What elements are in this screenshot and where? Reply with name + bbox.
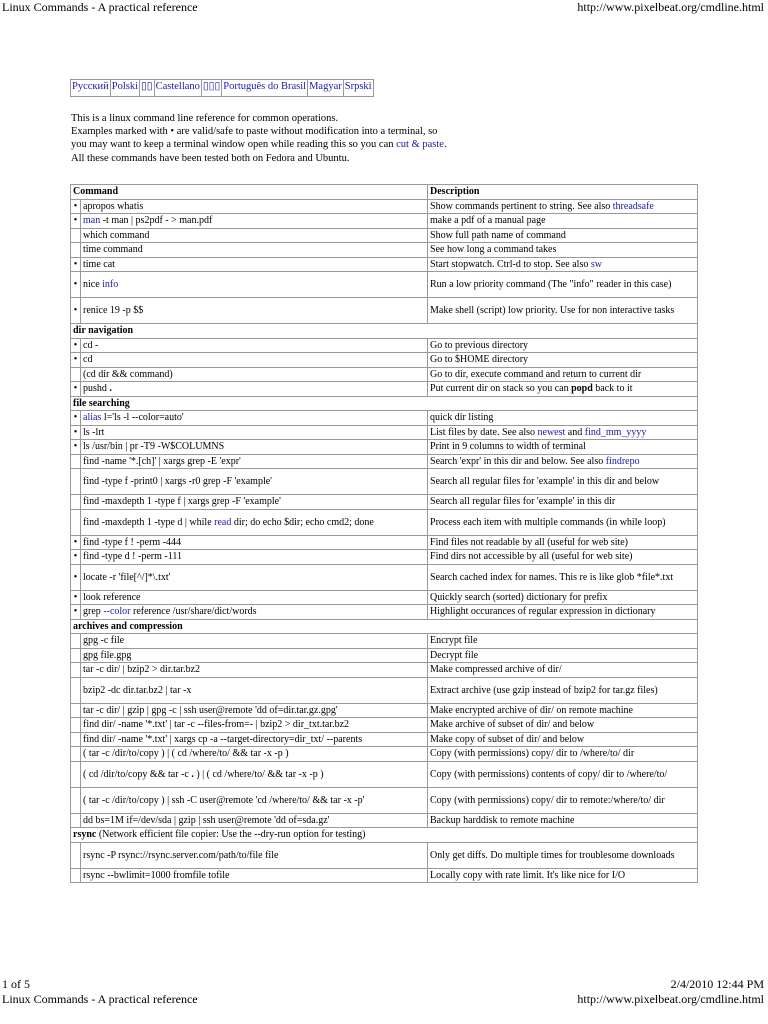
description-cell xyxy=(428,228,698,243)
inline-link[interactable]: findrepo xyxy=(605,455,640,467)
header-url[interactable]: http://www.pixelbeat.org/cmdline.html xyxy=(577,0,764,14)
description-cell xyxy=(428,605,698,620)
table-row xyxy=(71,199,698,214)
cell-text: (cd dir && command) xyxy=(83,368,173,380)
cell-text: ls /usr/bin | pr -T9 -W$COLUMNS xyxy=(83,441,225,453)
bold-text: . xyxy=(109,383,112,395)
cell-text: Go to previous directory xyxy=(430,339,529,351)
cell-text: Show full path name of command xyxy=(430,229,566,241)
section-title xyxy=(71,324,698,339)
cell-text: time command xyxy=(83,244,143,256)
description-cell xyxy=(428,663,698,678)
cell-text: Encrypt file xyxy=(430,635,478,647)
cell-text: -t man | ps2pdf - > man.pdf xyxy=(100,215,213,227)
intro-line-2: Examples marked with • are valid/safe to paste without modification into a terminal, so xyxy=(71,126,438,138)
command-cell xyxy=(81,842,428,868)
command-cell xyxy=(81,761,428,787)
page-number: 1 of 5 xyxy=(2,977,30,991)
command-column-header: Command xyxy=(71,185,428,200)
safe-bullet xyxy=(71,747,81,762)
cell-text: Quickly search (sorted) dictionary for prefix xyxy=(430,591,608,603)
description-cell xyxy=(428,298,698,324)
section-title xyxy=(71,828,698,843)
command-cell xyxy=(81,272,428,298)
cell-text: nice xyxy=(83,279,103,290)
cell-text: and xyxy=(565,426,585,438)
table-row xyxy=(71,648,698,663)
language-link[interactable]: ▯▯ xyxy=(140,80,155,96)
description-cell xyxy=(428,747,698,762)
command-cell xyxy=(81,564,428,590)
cell-text: Run a low priority command (The "info" reader in this case) xyxy=(430,279,672,290)
cell-text: rsync --bwlimit=1000 fromfile tofile xyxy=(83,869,230,881)
inline-link[interactable]: sw xyxy=(590,258,602,270)
table-row xyxy=(71,272,698,298)
cell-text: Find dirs not accessible by all (useful for web site) xyxy=(430,551,633,563)
table-row xyxy=(71,425,698,440)
description-cell xyxy=(428,509,698,535)
safe-bullet: • xyxy=(71,440,81,455)
table-row xyxy=(71,243,698,258)
command-cell xyxy=(81,648,428,663)
command-cell xyxy=(81,199,428,214)
description-cell xyxy=(428,454,698,469)
description-cell xyxy=(428,590,698,605)
cell-text: apropos whatis xyxy=(83,200,144,212)
table-row xyxy=(71,338,698,353)
safe-bullet xyxy=(71,787,81,813)
section-row xyxy=(71,619,698,634)
command-cell xyxy=(81,440,428,455)
description-cell xyxy=(428,648,698,663)
safe-bullet: • xyxy=(71,425,81,440)
cell-text: Decrypt file xyxy=(430,649,479,661)
inline-link[interactable]: alias xyxy=(83,412,102,424)
command-cell xyxy=(81,813,428,828)
print-datetime: 2/4/2010 12:44 PM xyxy=(670,977,764,991)
table-row xyxy=(71,747,698,762)
table-row xyxy=(71,590,698,605)
cell-text: which command xyxy=(83,229,150,241)
section-name: dir navigation xyxy=(73,325,134,337)
safe-bullet xyxy=(71,648,81,663)
command-cell xyxy=(81,590,428,605)
description-cell xyxy=(428,535,698,550)
cell-text: Search cached index for names. This re is like glob *file*.txt xyxy=(430,571,674,583)
cell-text: tar -c dir/ | bzip2 > dir.tar.bz2 xyxy=(83,664,201,676)
safe-bullet: • xyxy=(71,272,81,298)
description-cell xyxy=(428,469,698,495)
section-note: (Network efficient file copier: Use the --dry-run option for testing) xyxy=(96,829,366,841)
print-footer xyxy=(0,977,768,991)
table-row xyxy=(71,703,698,718)
cell-text: Copy (with permissions) contents of copy/ dir to /where/to/ xyxy=(430,768,668,780)
safe-bullet xyxy=(71,509,81,535)
safe-bullet: • xyxy=(71,257,81,272)
table-row xyxy=(71,677,698,703)
intro-line-1: This is a linux command line reference for common operations. xyxy=(71,113,339,124)
cell-text: Go to $HOME directory xyxy=(430,354,529,366)
bold-text: popd xyxy=(571,383,593,395)
description-cell xyxy=(428,495,698,510)
intro-line-3-end: . xyxy=(443,139,447,151)
safe-bullet: • xyxy=(71,199,81,214)
cell-text: Make compressed archive of dir/ xyxy=(430,664,562,676)
command-cell xyxy=(81,298,428,324)
cell-text: l='ls -l --color=auto' xyxy=(101,412,184,424)
description-cell xyxy=(428,842,698,868)
safe-bullet xyxy=(71,495,81,510)
safe-bullet xyxy=(71,634,81,649)
cell-text: Copy (with permissions) copy/ dir to /where/to/ dir xyxy=(430,748,635,760)
cell-text: Highlight occurances of regular expression in dictionary xyxy=(430,606,656,618)
inline-link[interactable]: find_mm_yyyy xyxy=(584,426,647,438)
inline-link[interactable]: man xyxy=(83,215,101,227)
cell-text: make a pdf of a manual page xyxy=(430,215,546,227)
description-cell xyxy=(428,564,698,590)
cell-text: Make encrypted archive of dir/ on remote machine xyxy=(430,704,633,716)
command-cell xyxy=(81,495,428,510)
inline-link[interactable]: --color xyxy=(103,606,131,618)
cell-text: pushd xyxy=(83,383,110,395)
table-row xyxy=(71,634,698,649)
cut-paste-link[interactable]: cut & paste xyxy=(396,139,444,151)
table-row xyxy=(71,813,698,828)
cell-text: tar -c dir/ | gzip | gpg -c | ssh user@remote 'dd of=dir.tar.gz.gpg' xyxy=(83,704,338,716)
section-name: rsync xyxy=(73,829,97,841)
description-cell xyxy=(428,425,698,440)
description-cell xyxy=(428,382,698,397)
cell-text: look reference xyxy=(83,591,141,603)
description-cell xyxy=(428,732,698,747)
table-row xyxy=(71,564,698,590)
cell-text: grep xyxy=(83,606,104,618)
cell-text: Go to dir, execute command and return to current dir xyxy=(430,368,642,380)
cell-text: ( tar -c /dir/to/copy ) | ssh -C user@remote 'cd /where/to/ && tar -x -p' xyxy=(83,794,365,806)
table-header-row xyxy=(71,185,698,200)
cell-text: dd bs=1M if=/dev/sda | gzip | ssh user@remote 'dd of=sda.gz' xyxy=(83,814,330,826)
description-cell xyxy=(428,411,698,426)
cell-text: Start stopwatch. Ctrl-d to stop. See also xyxy=(430,258,591,270)
command-cell xyxy=(81,425,428,440)
cell-text: Backup harddisk to remote machine xyxy=(430,814,575,826)
cell-text: bzip2 -dc dir.tar.bz2 | tar -x xyxy=(83,684,192,696)
command-cell xyxy=(81,703,428,718)
safe-bullet: • xyxy=(71,214,81,229)
section-row xyxy=(71,324,698,339)
cell-text: rsync -P rsync://rsync.server.com/path/to/file file xyxy=(83,849,279,861)
language-link[interactable]: Português do Brasil xyxy=(222,80,308,96)
intro-line-3-text: you may want to keep a terminal window open while reading this so you can xyxy=(71,139,397,151)
section-name: file searching xyxy=(73,397,130,409)
cell-text: back to it xyxy=(592,383,633,395)
section-row xyxy=(71,828,698,843)
cell-text: Process each item with multiple commands (in while loop) xyxy=(430,516,666,528)
safe-bullet xyxy=(71,454,81,469)
bold-text: . xyxy=(191,768,194,780)
description-cell xyxy=(428,440,698,455)
intro-line-4: All these commands have been tested both on Fedora and Ubuntu. xyxy=(71,152,350,164)
command-cell xyxy=(81,868,428,883)
cell-text: locate -r 'file[^/]*\.txt' xyxy=(83,571,171,583)
cell-text: find -type d ! -perm -111 xyxy=(83,551,182,563)
description-cell xyxy=(428,718,698,733)
description-cell xyxy=(428,813,698,828)
table-row xyxy=(71,605,698,620)
table-row xyxy=(71,454,698,469)
cell-text: gpg -c file xyxy=(83,635,125,647)
language-link[interactable]: Polski xyxy=(111,80,140,96)
cell-text: Make shell (script) low priority. Use for non interactive tasks xyxy=(430,305,675,316)
table-row xyxy=(71,353,698,368)
table-row xyxy=(71,257,698,272)
command-cell xyxy=(81,411,428,426)
print-header xyxy=(0,0,768,14)
command-cell xyxy=(81,228,428,243)
cell-text: find -name '*.[ch]' | xargs grep -E 'expr' xyxy=(83,455,241,467)
description-cell xyxy=(428,272,698,298)
cell-text: cd - xyxy=(83,339,99,351)
language-links xyxy=(70,79,374,97)
description-cell xyxy=(428,367,698,382)
table-row xyxy=(71,382,698,397)
table-row xyxy=(71,495,698,510)
cell-text: List files by date. See also xyxy=(430,426,538,438)
command-cell xyxy=(81,243,428,258)
cell-text: quick dir listing xyxy=(430,412,494,424)
safe-bullet xyxy=(71,677,81,703)
language-link[interactable]: Castellano xyxy=(155,80,202,96)
cell-text: ( cd /dir/to/copy && tar -c xyxy=(83,768,192,780)
inline-link[interactable]: newest xyxy=(537,426,566,438)
command-cell xyxy=(81,787,428,813)
description-cell xyxy=(428,243,698,258)
command-cell xyxy=(81,469,428,495)
cell-text: Search all regular files for 'example' in this dir and below xyxy=(430,476,660,487)
language-link[interactable]: ▯▯▯ xyxy=(202,80,222,96)
table-row xyxy=(71,509,698,535)
cell-text: find dir/ -name '*.txt' | tar -c --files-from=- | bzip2 > dir_txt.tar.bz2 xyxy=(83,719,350,731)
print-footer-2 xyxy=(0,992,768,1006)
safe-bullet xyxy=(71,469,81,495)
command-cell xyxy=(81,454,428,469)
cell-text: Put current dir on stack so you can xyxy=(430,383,572,395)
safe-bullet: • xyxy=(71,338,81,353)
cell-text: Print in 9 columns to width of terminal xyxy=(430,441,586,453)
cell-text: Extract archive (use gzip instead of bzip2 for tar.gz files) xyxy=(430,684,658,696)
table-row xyxy=(71,550,698,565)
table-row xyxy=(71,663,698,678)
table-row xyxy=(71,761,698,787)
cell-text: find -maxdepth 1 -type d | while xyxy=(83,516,215,528)
footer-url[interactable]: http://www.pixelbeat.org/cmdline.html xyxy=(577,992,764,1006)
footer-title: Linux Commands - A practical reference xyxy=(2,992,198,1006)
command-cell xyxy=(81,634,428,649)
description-cell xyxy=(428,214,698,229)
description-cell xyxy=(428,550,698,565)
header-title: Linux Commands - A practical reference xyxy=(2,0,198,14)
safe-bullet xyxy=(71,367,81,382)
description-cell xyxy=(428,677,698,703)
section-title xyxy=(71,619,698,634)
command-cell xyxy=(81,382,428,397)
command-cell xyxy=(81,367,428,382)
cell-text: find dir/ -name '*.txt' | xargs cp -a --target-directory=dir_txt/ --parents xyxy=(83,733,363,745)
section-name: archives and compression xyxy=(73,620,183,632)
table-row xyxy=(71,732,698,747)
cell-text: ) | ( cd /where/to/ && tar -x -p ) xyxy=(193,768,324,780)
safe-bullet: • xyxy=(71,564,81,590)
cell-text: find -maxdepth 1 -type f | xargs grep -F 'example' xyxy=(83,496,281,508)
intro-text xyxy=(71,112,511,165)
safe-bullet: • xyxy=(71,298,81,324)
safe-bullet xyxy=(71,663,81,678)
command-cell xyxy=(81,214,428,229)
cell-text: Search all regular files for 'example' in this dir xyxy=(430,496,616,508)
cell-text: Only get diffs. Do multiple times for troublesome downloads xyxy=(430,849,675,861)
inline-link[interactable]: info xyxy=(102,279,119,290)
cell-text: See how long a command takes xyxy=(430,244,557,256)
safe-bullet xyxy=(71,732,81,747)
command-cell xyxy=(81,353,428,368)
safe-bullet: • xyxy=(71,535,81,550)
description-cell xyxy=(428,703,698,718)
description-cell xyxy=(428,353,698,368)
cell-text: find -type f -print0 | xargs -r0 grep -F 'example' xyxy=(83,476,272,487)
safe-bullet: • xyxy=(71,590,81,605)
command-cell xyxy=(81,747,428,762)
table-row xyxy=(71,535,698,550)
inline-link[interactable]: threadsafe xyxy=(612,200,654,212)
cell-text: ls -lrt xyxy=(83,426,105,438)
command-cell xyxy=(81,550,428,565)
description-cell xyxy=(428,761,698,787)
safe-bullet xyxy=(71,703,81,718)
cell-text: Locally copy with rate limit. It's like nice for I/O xyxy=(430,869,626,881)
cell-text: Find files not readable by all (useful for web site) xyxy=(430,536,629,548)
description-cell xyxy=(428,634,698,649)
language-link[interactable]: Русский xyxy=(71,80,111,96)
safe-bullet: • xyxy=(71,605,81,620)
command-cell xyxy=(81,605,428,620)
table-row xyxy=(71,411,698,426)
table-row xyxy=(71,718,698,733)
table-row xyxy=(71,440,698,455)
command-cell xyxy=(81,509,428,535)
description-cell xyxy=(428,338,698,353)
command-cell xyxy=(81,677,428,703)
command-cell xyxy=(81,663,428,678)
safe-bullet xyxy=(71,868,81,883)
cell-text: gpg file.gpg xyxy=(83,649,132,661)
table-row xyxy=(71,469,698,495)
safe-bullet xyxy=(71,842,81,868)
description-cell xyxy=(428,787,698,813)
language-link[interactable]: Magyar xyxy=(308,80,344,96)
cell-text: Make archive of subset of dir/ and below xyxy=(430,719,595,731)
intro-line-3 xyxy=(71,138,511,151)
safe-bullet: • xyxy=(71,382,81,397)
command-table xyxy=(70,184,698,883)
safe-bullet xyxy=(71,761,81,787)
cell-text: Search 'expr' in this dir and below. See also xyxy=(430,455,606,467)
language-link[interactable]: Srpski xyxy=(344,81,372,92)
safe-bullet: • xyxy=(71,411,81,426)
command-cell xyxy=(81,257,428,272)
section-title xyxy=(71,396,698,411)
table-row xyxy=(71,367,698,382)
cell-text: cd xyxy=(83,354,93,366)
table-row xyxy=(71,228,698,243)
cell-text: find -type f ! -perm -444 xyxy=(83,536,182,548)
cell-text: time cat xyxy=(83,258,115,270)
command-cell xyxy=(81,535,428,550)
description-cell xyxy=(428,199,698,214)
cell-text: reference /usr/share/dict/words xyxy=(130,606,257,618)
safe-bullet xyxy=(71,228,81,243)
cell-text: Show commands pertinent to string. See also xyxy=(430,200,613,212)
command-cell xyxy=(81,718,428,733)
safe-bullet: • xyxy=(71,550,81,565)
section-row xyxy=(71,396,698,411)
command-cell xyxy=(81,732,428,747)
inline-link[interactable]: read xyxy=(214,516,232,528)
safe-bullet xyxy=(71,718,81,733)
table-row xyxy=(71,214,698,229)
table-row xyxy=(71,298,698,324)
description-cell xyxy=(428,257,698,272)
safe-bullet xyxy=(71,813,81,828)
safe-bullet xyxy=(71,243,81,258)
cell-text: Copy (with permissions) copy/ dir to remote:/where/to/ dir xyxy=(430,794,665,806)
safe-bullet: • xyxy=(71,353,81,368)
description-cell xyxy=(428,868,698,883)
command-cell xyxy=(81,338,428,353)
table-row xyxy=(71,842,698,868)
table-row xyxy=(71,787,698,813)
cell-text: dir; do echo $dir; echo cmd2; done xyxy=(231,516,374,528)
cell-text: renice 19 -p $$ xyxy=(83,305,144,316)
cell-text: ( tar -c /dir/to/copy ) | ( cd /where/to/ && tar -x -p ) xyxy=(83,748,289,760)
description-column-header: Description xyxy=(428,185,698,200)
table-row xyxy=(71,868,698,883)
cell-text: Make copy of subset of dir/ and below xyxy=(430,733,585,745)
